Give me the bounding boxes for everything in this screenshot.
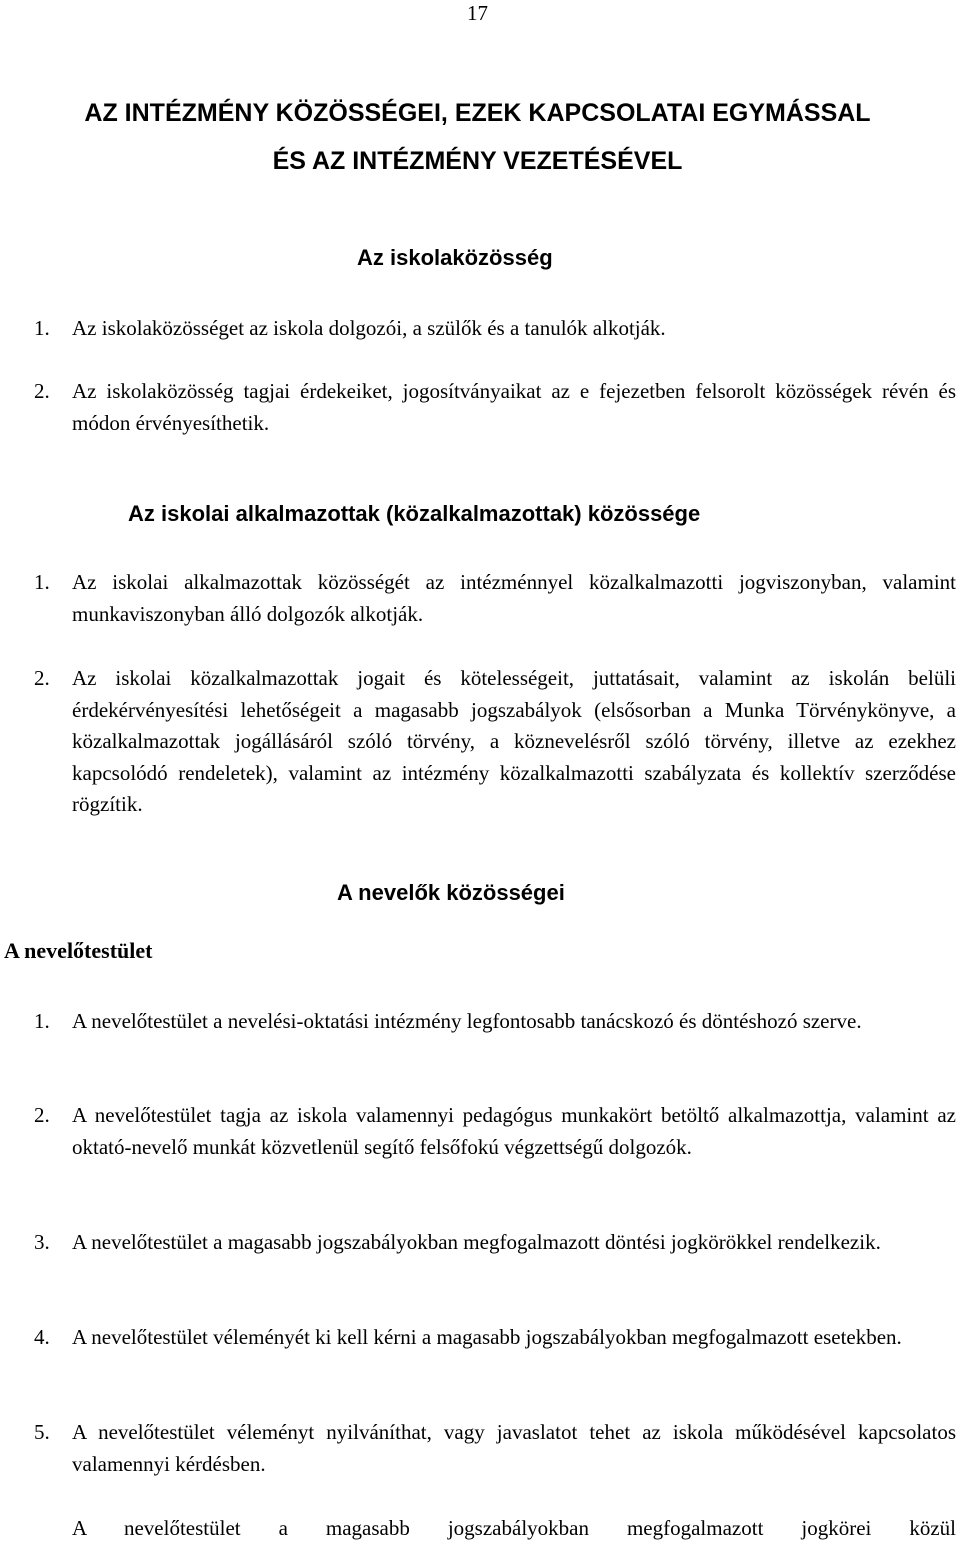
section-heading-alkalmazottak: Az iskolai alkalmazottak (közalkalmazottak) közössége (128, 501, 701, 526)
list-item-text: Az iskolai közalkalmazottak jogait és kötelességeit, juttatásait, valamint az iskolán belüli érdekérvényesítési lehetőségeit a magasabb jogszabályok (elsősorban a Munka Törvénykönyve, a közalkalmazottak jogállásáról szóló törvény, a köznevelésről szóló törvény, illetve az ezekhez kapcsolódó rendeletek), valamint az intézmény közalkalmazotti szabályzata és kollektív szerződése rögzítik. (72, 666, 956, 816)
page-title-line-1: AZ INTÉZMÉNY KÖZÖSSÉGEI, EZEK KAPCSOLATAI EGYMÁSSAL (84, 99, 871, 127)
list-item-number: 3. (34, 1230, 50, 1254)
section-heading-iskolakozosseg: Az iskolaközösség (357, 245, 553, 270)
list-item-text: A nevelőtestület tagja az iskola valamennyi pedagógus munkakört betöltő alkalmazottja, valamint az oktató-nevelő munkát közvetlenül segítő felsőfokú végzettségű dolgozók. (72, 1103, 956, 1159)
list-item-number: 5. (34, 1420, 50, 1444)
list-item-text: A nevelőtestület a magasabb jogszabályokban megfogalmazott döntési jogkörökkel rendelkezik. (72, 1230, 881, 1254)
trailing-paragraph: A nevelőtestület a magasabb jogszabályokban megfogalmazott jogkörei közül (72, 1516, 956, 1540)
list-item-text: Az iskolaközösség tagjai érdekeiket, jogosítványaikat az e fejezetben felsorolt közösségek révén és módon érvényesíthetik. (72, 379, 956, 435)
list-item (34, 567, 956, 630)
list-item-text: Az iskolaközösséget az iskola dolgozói, a szülők és a tanulók alkotják. (72, 316, 666, 340)
list-item (34, 376, 956, 439)
list-item (34, 313, 956, 345)
list-item (34, 1227, 956, 1259)
page-number: 17 (467, 1, 488, 25)
list-item-text: Az iskolai alkalmazottak közösségét az intézménnyel közalkalmazotti jogviszonyban, valamint munkaviszonyban álló dolgozók alkotják. (72, 570, 956, 626)
list-item-number: 2. (34, 666, 50, 690)
subheading-nevelotestulet: A nevelőtestület (4, 938, 153, 963)
list-item-number: 2. (34, 1103, 50, 1127)
list-item-text: A nevelőtestület a nevelési-oktatási intézmény legfontosabb tanácskozó és döntéshozó szerve. (72, 1009, 862, 1033)
list-item (34, 1100, 956, 1163)
list-item-text: A nevelőtestület véleményét ki kell kérni a magasabb jogszabályokban megfogalmazott esetekben. (72, 1325, 902, 1349)
page-title-line-2: ÉS AZ INTÉZMÉNY VEZETÉSÉVEL (272, 147, 683, 175)
list-item (34, 1322, 956, 1354)
list-item (34, 1417, 956, 1480)
list-item (34, 1006, 956, 1038)
list-item-number: 1. (34, 316, 50, 340)
list-item-number: 2. (34, 379, 50, 403)
list-item-text: A nevelőtestület véleményt nyilváníthat, vagy javaslatot tehet az iskola működésével kapcsolatos valamennyi kérdésben. (72, 1420, 956, 1476)
list-item-number: 1. (34, 1009, 50, 1033)
list-item (34, 663, 956, 821)
list-item-number: 4. (34, 1325, 50, 1349)
section-heading-nevelok: A nevelők közösségei (337, 880, 565, 905)
list-item-number: 1. (34, 570, 50, 594)
